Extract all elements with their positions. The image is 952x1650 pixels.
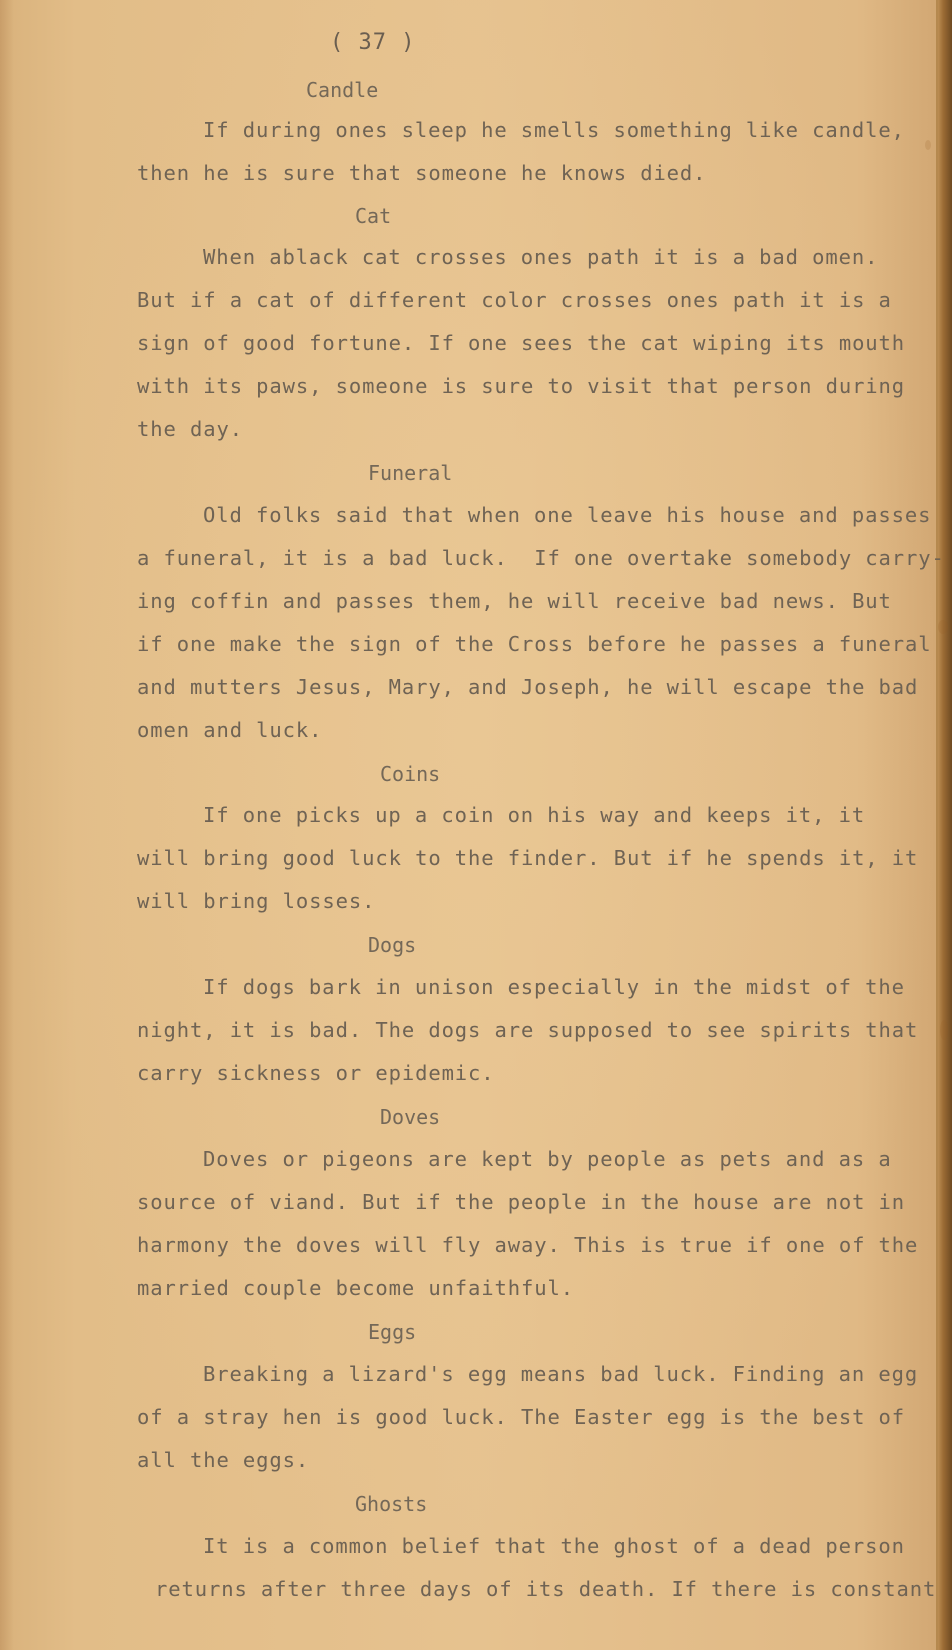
section-heading-cat: Cat xyxy=(355,204,392,228)
text-line: But if a cat of different color crosses ones path it is a xyxy=(137,288,892,312)
text-line: if one make the sign of the Cross before he passes a funeral xyxy=(137,632,932,656)
text-line: night, it is bad. The dogs are supposed to see spirits that xyxy=(137,1018,919,1042)
paper-stain xyxy=(940,1020,948,1040)
section-heading-doves: Doves xyxy=(380,1105,441,1129)
text-line: with its paws, someone is sure to visit that person during xyxy=(137,374,906,398)
section-heading-eggs: Eggs xyxy=(368,1320,417,1344)
text-line: If during ones sleep he smells something like candle, xyxy=(203,118,905,142)
text-line: will bring losses. xyxy=(137,889,376,913)
text-line: If one picks up a coin on his way and keeps it, it xyxy=(203,803,866,827)
text-line: carry sickness or epidemic. xyxy=(137,1061,495,1085)
text-line: It is a common belief that the ghost of a dead person xyxy=(203,1534,905,1558)
page-left-edge-shadow xyxy=(0,0,14,1650)
text-line: returns after three days of its death. If there is constant xyxy=(155,1577,937,1601)
text-line: Breaking a lizard's egg means bad luck. Finding an egg xyxy=(203,1362,919,1386)
text-line: sign of good fortune. If one sees the cat wiping its mouth xyxy=(137,331,906,355)
text-line: the day. xyxy=(137,417,243,441)
page-number: ( 37 ) xyxy=(330,30,416,55)
text-line: then he is sure that someone he knows died. xyxy=(137,161,707,185)
text-line: married couple become unfaithful. xyxy=(137,1276,574,1300)
paper-stain xyxy=(925,140,931,150)
page-binding-line xyxy=(936,0,938,1650)
text-line: all the eggs. xyxy=(137,1448,310,1472)
text-line: and mutters Jesus, Mary, and Joseph, he will escape the bad xyxy=(137,675,919,699)
paper-stain xyxy=(938,620,948,634)
text-line: a funeral, it is a bad luck. If one overtake somebody carry- xyxy=(137,546,945,570)
section-heading-ghosts: Ghosts xyxy=(355,1492,428,1516)
text-line: ing coffin and passes them, he will receive bad news. But xyxy=(137,589,892,613)
section-heading-candle: Candle xyxy=(306,78,379,102)
text-line: When ablack cat crosses ones path it is a bad omen. xyxy=(203,245,879,269)
text-line: source of viand. But if the people in the house are not in xyxy=(137,1190,906,1214)
page-binding-edge xyxy=(936,0,952,1650)
text-line: harmony the doves will fly away. This is true if one of the xyxy=(137,1233,919,1257)
text-line: of a stray hen is good luck. The Easter egg is the best of xyxy=(137,1405,906,1429)
section-heading-funeral: Funeral xyxy=(368,461,453,485)
text-line: If dogs bark in unison especially in the midst of the xyxy=(203,975,905,999)
text-line: omen and luck. xyxy=(137,718,323,742)
text-line: Old folks said that when one leave his house and passes xyxy=(203,503,932,527)
section-heading-dogs: Dogs xyxy=(368,933,417,957)
text-line: Doves or pigeons are kept by people as pets and as a xyxy=(203,1147,892,1171)
text-line: will bring good luck to the finder. But if he spends it, it xyxy=(137,846,919,870)
section-heading-coins: Coins xyxy=(380,762,441,786)
